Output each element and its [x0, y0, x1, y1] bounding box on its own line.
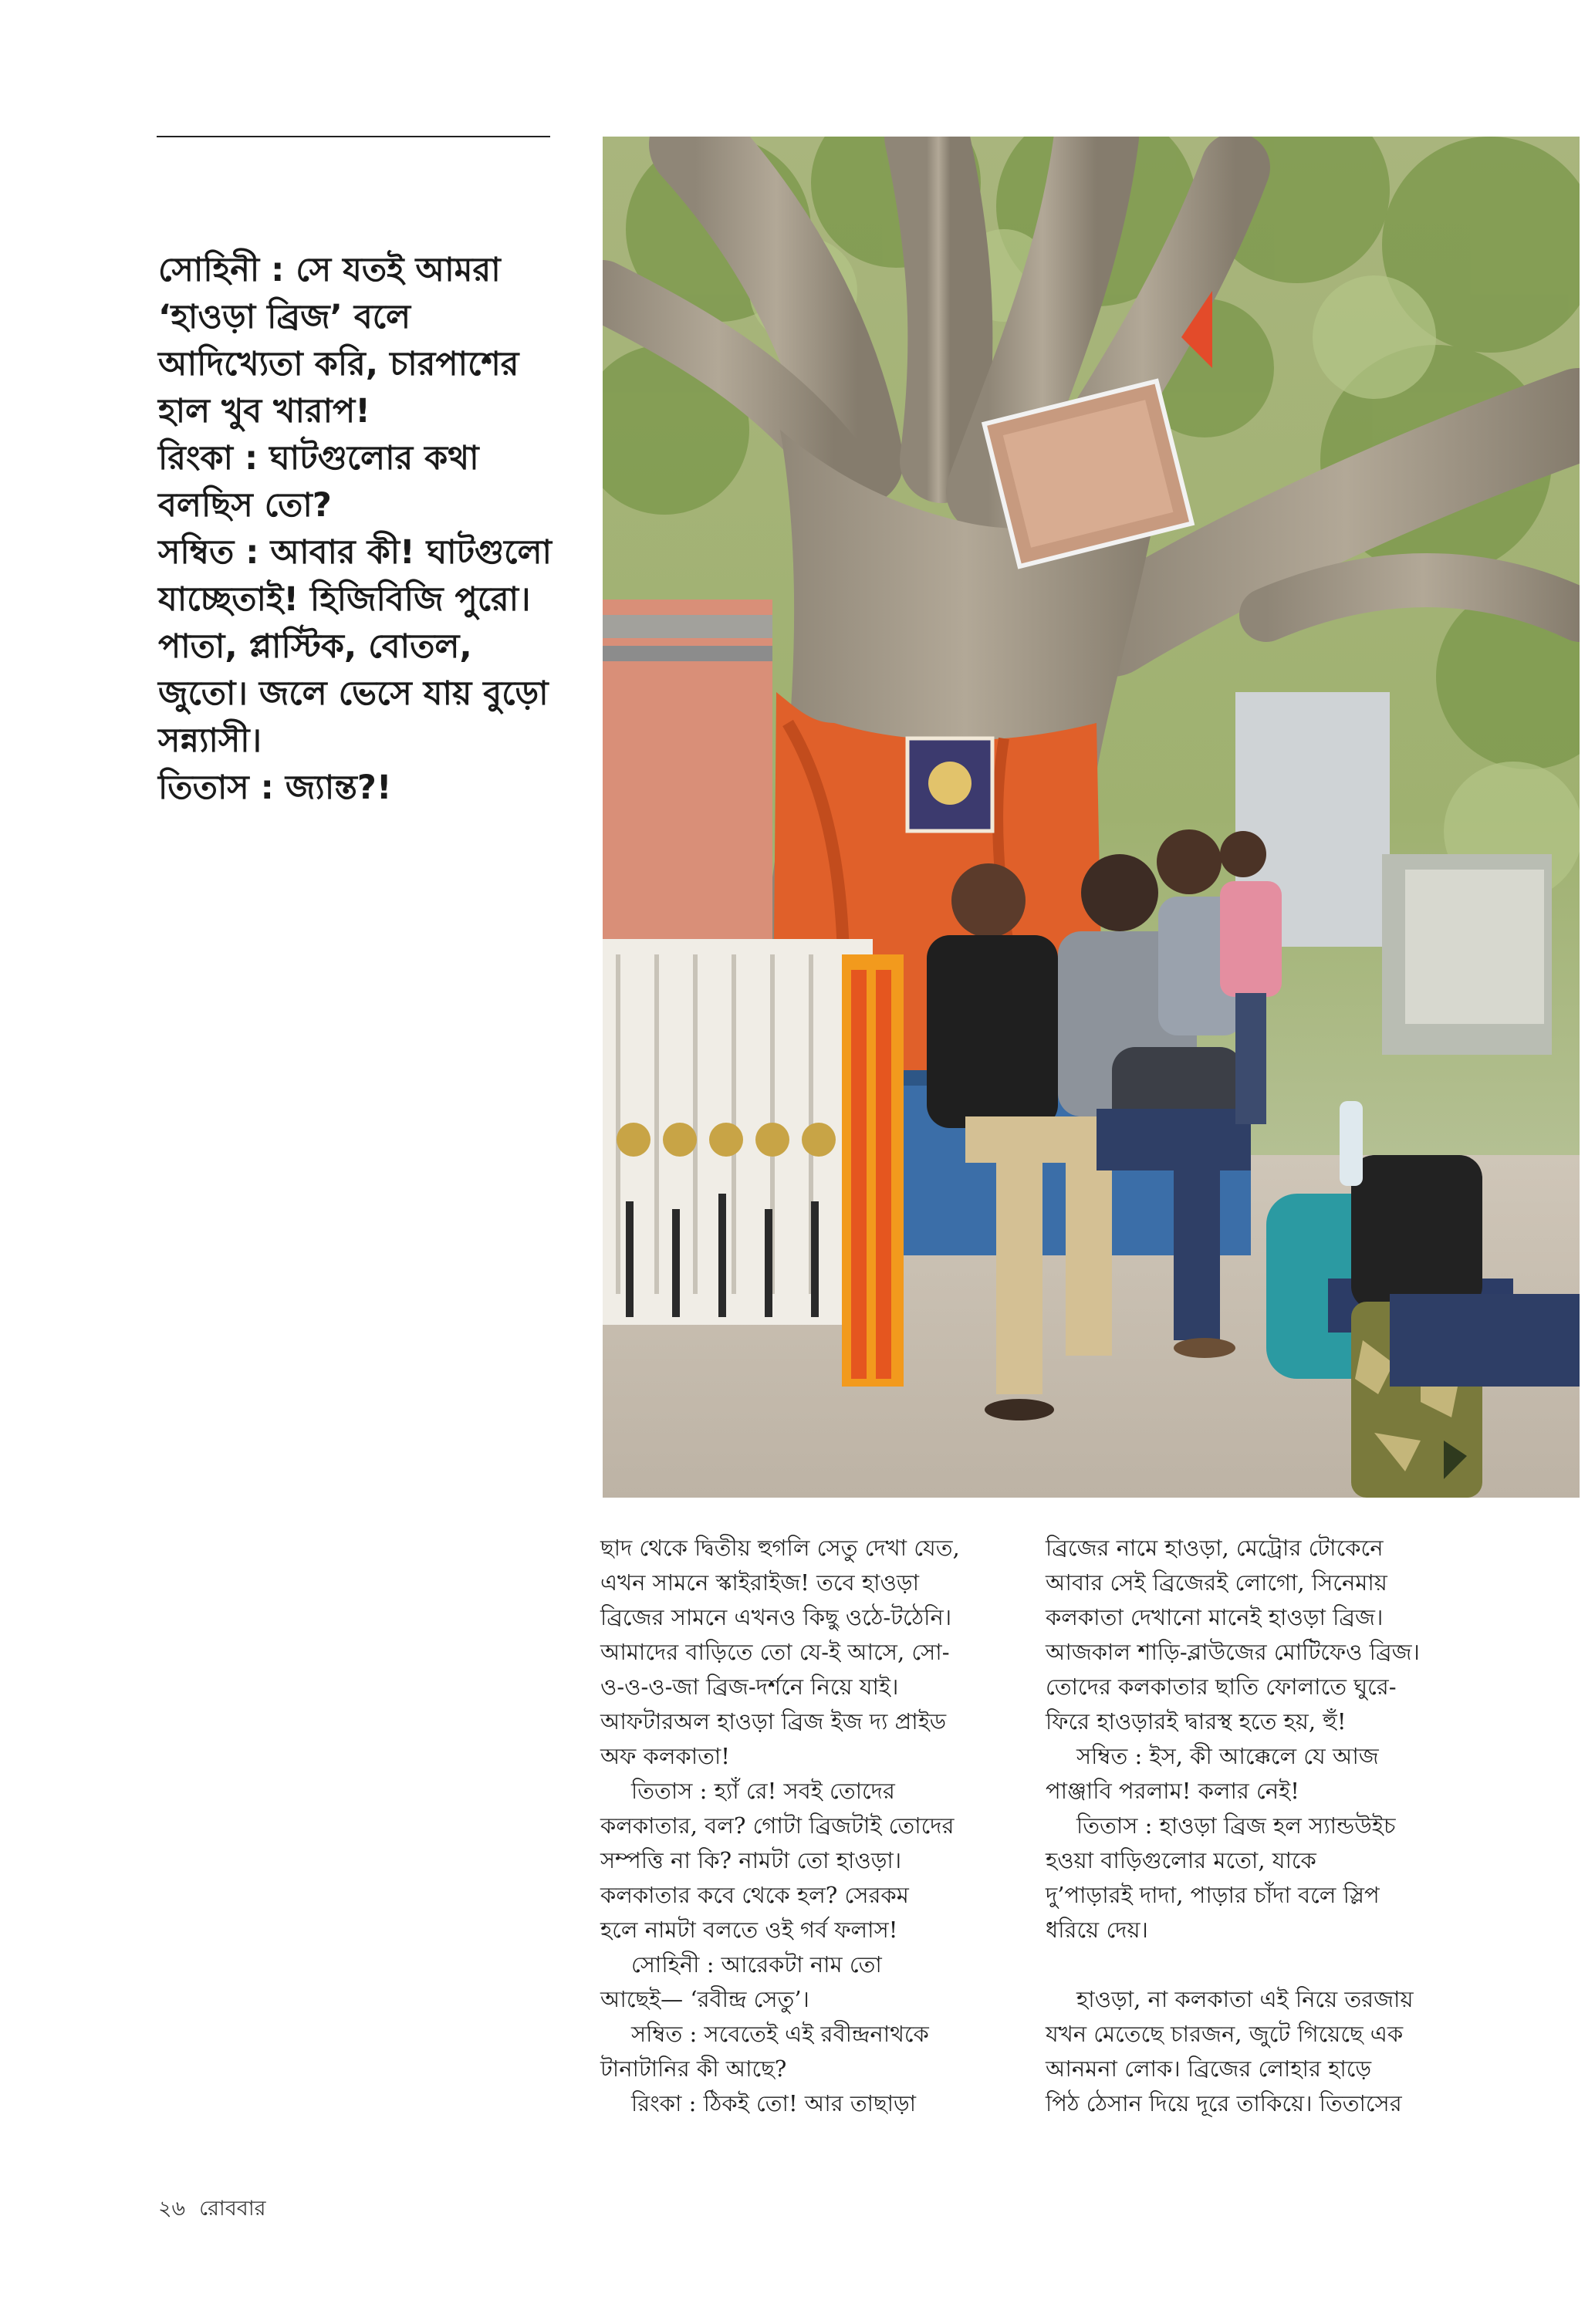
- body-line: যখন মেতেছে চারজন, জুটে গিয়েছে এক: [1046, 2021, 1404, 2047]
- body-column-2: [1046, 1531, 1478, 2121]
- body-line: ব্রিজের সামনে এখনও কিছু ওঠে-টঠেনি।: [600, 1604, 952, 1630]
- photo-illustration: [603, 137, 1580, 1498]
- body-line: তোদের কলকাতার ছাতি ফোলাতে ঘুরে-: [1046, 1674, 1397, 1700]
- body-line: অফ কলকাতা!: [600, 1743, 730, 1769]
- pull-quote-line: সম্বিত : আবার কী! ঘাটগুলো: [158, 533, 552, 572]
- body-line: আনমনা লোক। ব্রিজের লোহার হাড়ে: [1046, 2055, 1372, 2082]
- pull-quote-line: বলছিস তো?: [158, 486, 332, 525]
- pull-quote-line: আদিখ্যেতা করি, চারপাশের: [158, 345, 519, 383]
- body-line: ফিরে হাওড়ারই দ্বারস্থ হতে হয়, হুঁ!: [1046, 1708, 1347, 1735]
- pull-quote: [158, 247, 559, 812]
- body-line: সোহিনী : আরেকটা নাম তো: [631, 1951, 882, 1978]
- pull-quote-line: পাতা, প্লাস্টিক, বোতল,: [158, 627, 472, 666]
- body-line: রিংকা : ঠিকই তো! আর তাছাড়া: [631, 2090, 917, 2116]
- top-rule: [157, 136, 550, 137]
- body-line: পাঞ্জাবি পরলাম! কলার নেই!: [1046, 1778, 1299, 1804]
- body-column-1: [600, 1531, 1032, 2121]
- pull-quote-line: জুতো। জলে ভেসে যায় বুড়ো: [158, 674, 549, 713]
- body-line: আবার সেই ব্রিজেরই লোগো, সিনেমায়: [1046, 1569, 1387, 1596]
- body-line: কলকাতা দেখানো মানেই হাওড়া ব্রিজ।: [1046, 1604, 1384, 1630]
- pull-quote-line: তিতাস : জ্যান্ত?!: [158, 768, 392, 807]
- body-line: টানাটানির কী আছে?: [600, 2055, 787, 2082]
- body-line: ও-ও-ও-জা ব্রিজ-দর্শনে নিয়ে যাই।: [600, 1674, 899, 1700]
- body-line: কলকাতার কবে থেকে হল? সেরকম: [600, 1882, 909, 1908]
- body-line: হওয়া বাড়িগুলোর মতো, যাকে: [1046, 1847, 1316, 1873]
- pull-quote-line: সোহিনী : সে যতই আমরা: [158, 251, 501, 289]
- body-line: আছেই— ‘রবীন্দ্র সেতু’।: [600, 1986, 809, 2012]
- body-line: ছাদ থেকে দ্বিতীয় হুগলি সেতু দেখা যেত,: [600, 1535, 960, 1561]
- body-line: সম্বিত : ইস, কী আক্কেলে যে আজ: [1076, 1743, 1379, 1769]
- pull-quote-line: ‘হাওড়া ব্রিজ’ বলে: [158, 298, 411, 336]
- page-number: ২৬: [158, 2197, 186, 2221]
- body-line: হলে নামটা বলতে ওই গর্ব ফলাস!: [600, 1917, 898, 1943]
- body-line: আমাদের বাড়িতে তো যে-ই আসে, সো-: [600, 1639, 950, 1665]
- body-line: সম্বিত : সবেতেই এই রবীন্দ্রনাথকে: [631, 2021, 929, 2047]
- body-line: তিতাস : হাওড়া ব্রিজ হল স্যান্ডউইচ: [1076, 1812, 1396, 1839]
- pull-quote-line: হাল খুব খারাপ!: [158, 392, 370, 431]
- pull-quote-line: যাচ্ছেতাই! হিজিবিজি পুরো।: [158, 580, 531, 619]
- photo-tree-with-people-and-stall: [603, 137, 1580, 1498]
- body-line: তিতাস : হ্যাঁ রে! সবই তোদের: [631, 1778, 895, 1804]
- body-line: দু’পাড়ারই দাদা, পাড়ার চাঁদা বলে স্লিপ: [1046, 1882, 1380, 1908]
- body-line: কলকাতার, বল? গোটা ব্রিজটাই তোদের: [600, 1812, 955, 1839]
- body-line: ব্রিজের নামে হাওড়া, মেট্রোর টোকেনে: [1046, 1535, 1384, 1561]
- folio: [158, 2193, 266, 2228]
- pull-quote-line: সন্ন্যাসী।: [158, 721, 262, 760]
- body-line: সম্পত্তি না কি? নামটা তো হাওড়া।: [600, 1847, 902, 1873]
- body-line: পিঠ ঠেসান দিয়ে দূরে তাকিয়ে। তিতাসের: [1046, 2090, 1402, 2116]
- body-line: এখন সামনে স্কাইরাইজ! তবে হাওড়া: [600, 1569, 920, 1596]
- body-line: ধরিয়ে দেয়।: [1046, 1917, 1148, 1943]
- body-line: [1046, 1947, 1478, 1982]
- body-line: আজকাল শাড়ি-ব্লাউজের মোটিফেও ব্রিজ।: [1046, 1639, 1420, 1665]
- body-line: আফটারঅল হাওড়া ব্রিজ ইজ দ্য প্রাইড: [600, 1708, 947, 1735]
- pull-quote-line: রিংকা : ঘাটগুলোর কথা: [158, 439, 479, 478]
- magazine-name: রোববার: [199, 2197, 266, 2221]
- body-line: হাওড়া, না কলকাতা এই নিয়ে তরজায়: [1076, 1986, 1414, 2012]
